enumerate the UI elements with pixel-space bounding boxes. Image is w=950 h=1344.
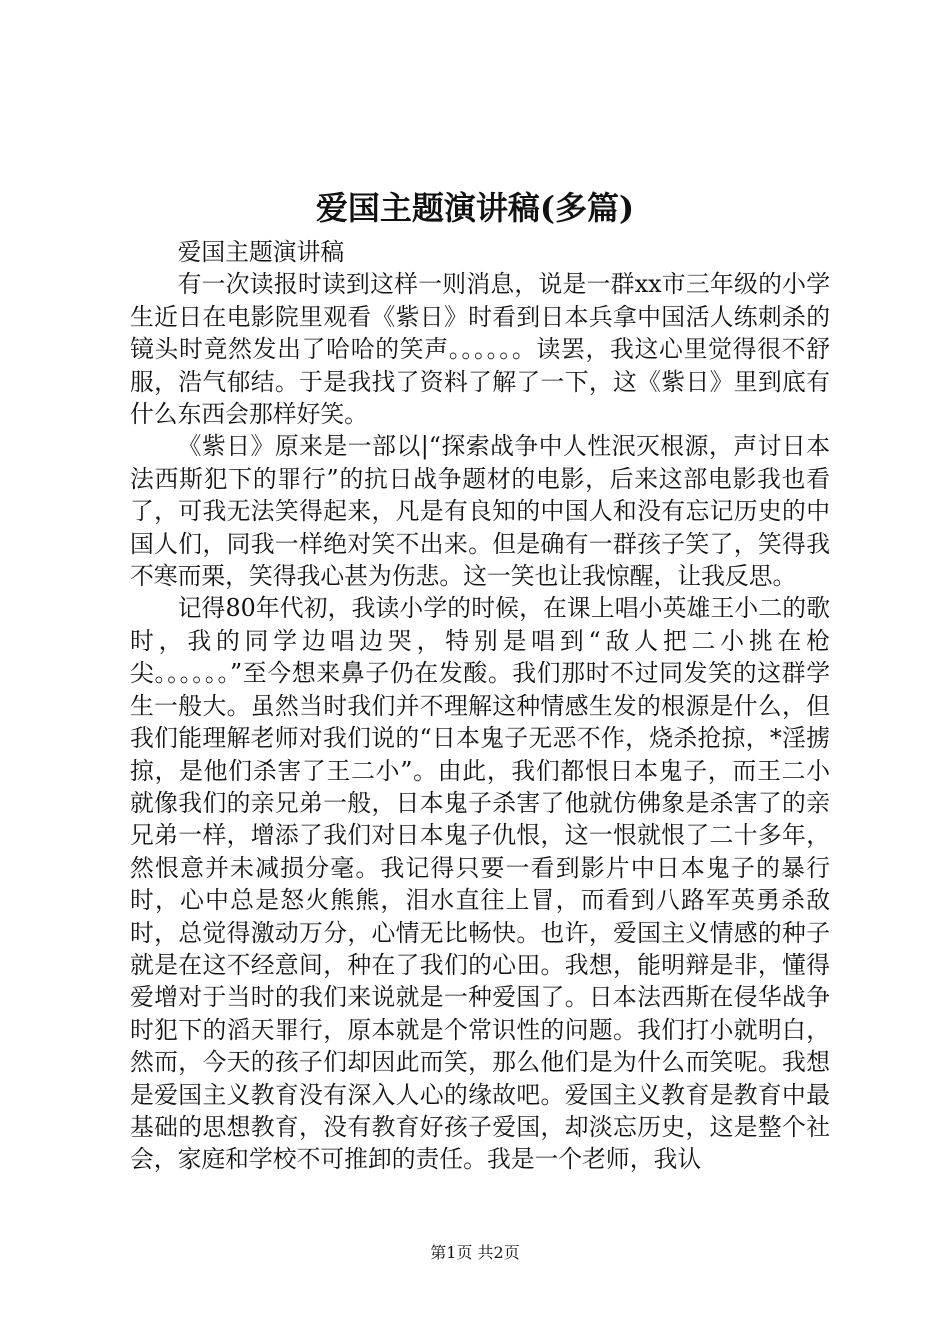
body-paragraph: 记得80年代初，我读小学的时候，在课上唱小英雄王小二的歌时，我的同学边唱边哭，特别是唱到“敌人把二小挑在枪尖。。。。。。”至今想来鼻子仍在发酸。我们那时不过同发笑的这群学生一般大。虽然当时我们并不理解这种情感生发的根源是什么，但我们能理解老师对我们说的“日本鬼子无恶不作，烧杀抢掠，*淫掳掠，是他们杀害了王二小”。由此，我们都恨日本鬼子，而王二小就像我们的亲兄弟一般，日本鬼子杀害了他就仿佛象是杀害了的亲兄弟一样，增添了我们对日本鬼子仇恨，这一恨就恨了二十多年，然恨意并未减损分毫。我记得只要一看到影片中日本鬼子的暴行时，心中总是怒火熊熊，泪水直往上冒，而看到八路军英勇杀敌时，总觉得激动万分，心情无比畅快。也许，爱国主义情感的种子就是在这不经意间，种在了我们的心田。我想，能明辩是非，懂得爱增对于当时的我们来说就是一种爱国了。日本法西斯在侵华战争时犯下的滔天罪行，原本就是个常识性的问题。我们打小就明白，然而，今天的孩子们却因此而笑，那么他们是为什么而笑呢。我想是爱国主义教育没有深入人心的缘故吧。爱国主义教育是教育中最基础的思想教育，没有教育好孩子爱国，却淡忘历史，这是整个社会，家庭和学校不可推卸的责任。我是一个老师，我认 [130, 594, 830, 1174]
document-body [130, 236, 830, 1176]
body-paragraph: 有一次读报时读到这样一则消息，说是一群xx市三年级的小学生近日在电影院里观看《紫日》时看到日本兵拿中国活人练刺杀的镜头时竟然发出了哈哈的笑声。。。。。。读罢，我这心里觉得很不舒服，浩气郁结。于是我找了资料了解了一下，这《紫日》里到底有什么东西会那样好笑。 [130, 270, 830, 429]
body-paragraph: 爱国主题演讲稿 [177, 238, 345, 266]
document-title: 爱国主题演讲稿(多篇) [315, 189, 635, 227]
page-footer: 第1页 共2页 [430, 1243, 520, 1262]
body-paragraph: 《紫日》原来是一部以|“探索战争中人性泯灭根源，声讨日本法西斯犯下的罪行”的抗日战争题材的电影，后来这部电影我也看了，可我无法笑得起来，凡是有良知的中国人和没有忘记历史的中国人们，同我一样绝对笑不出来。但是确有一群孩子笑了，笑得我不寒而栗，笑得我心甚为伤悲。这一笑也让我惊醒，让我反思。 [130, 432, 830, 591]
